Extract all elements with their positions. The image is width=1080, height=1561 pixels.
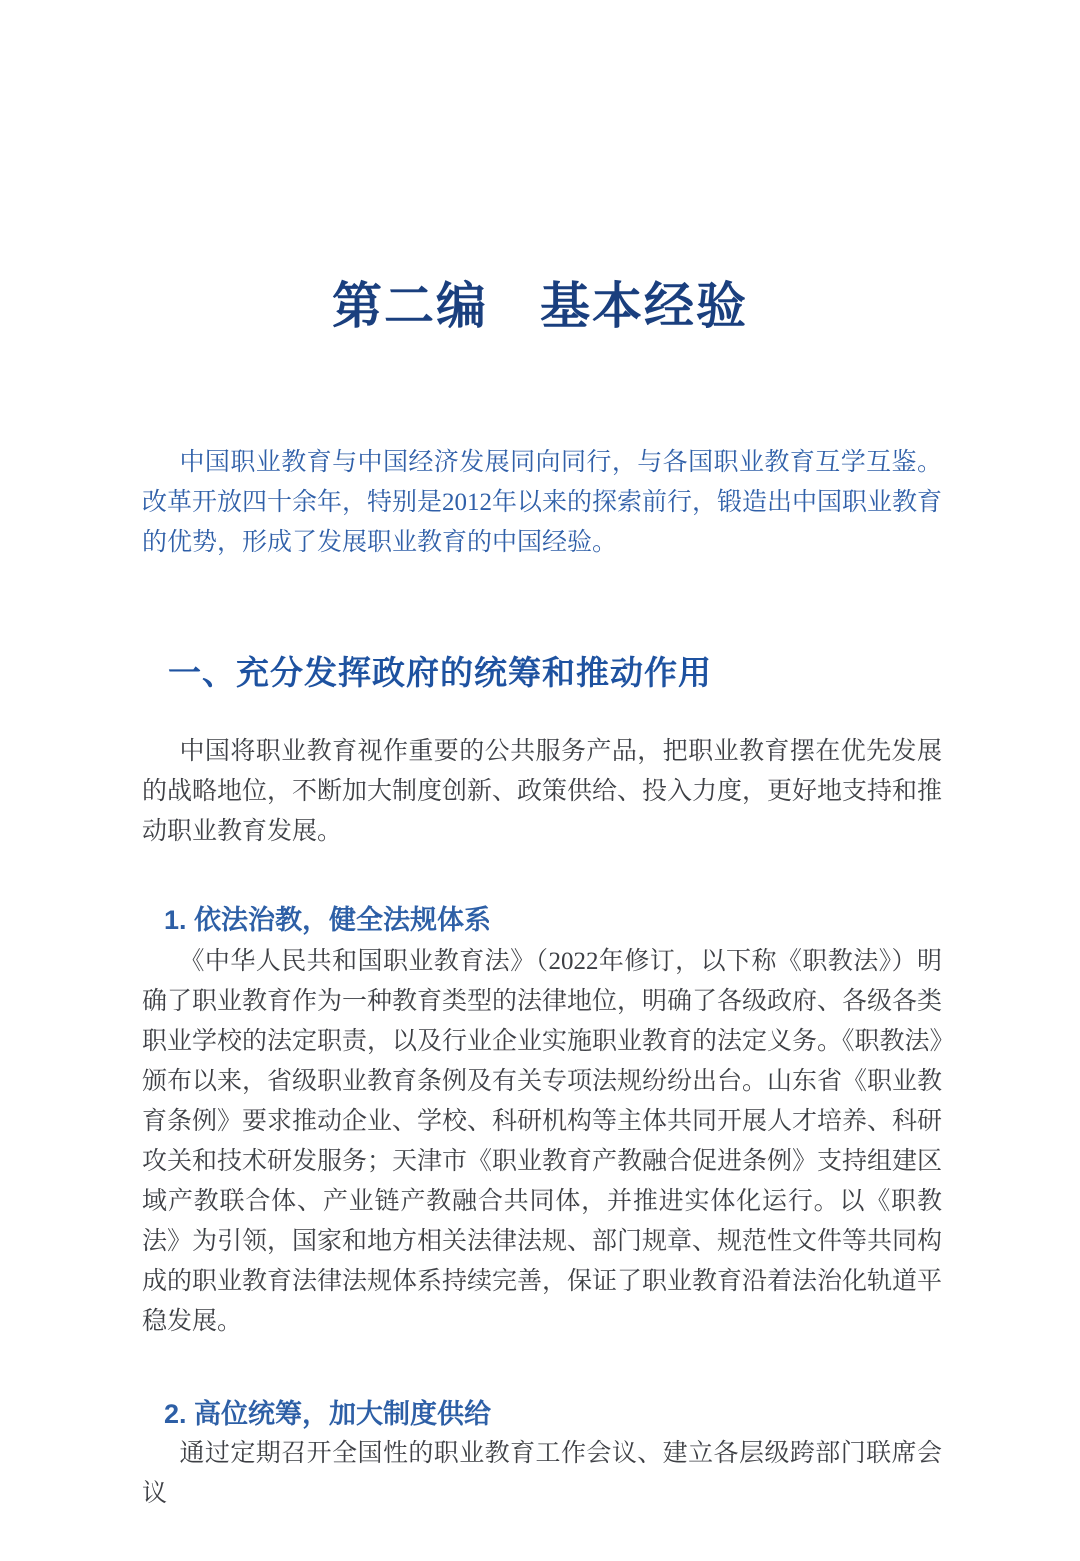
part-title: 第二编 基本经验 [332,278,748,334]
page-content [0,443,1080,1514]
subsection-2-heading: 2. 高位统筹，加大制度供给 [164,1399,492,1429]
intro-paragraph: 中国职业教育与中国经济发展同向同行，与各国职业教育互学互鉴。改革开放四十余年，特别是2012年以来的探索前行，锻造出中国职业教育的优势，形成了发展职业教育的中国经验。 [142,449,943,556]
section-heading: 一、充分发挥政府的统筹和推动作用 [168,654,712,691]
subsection-1-body: 《中华人民共和国职业教育法》（2022年修订，以下称《职教法》）明确了职业教育作为一种教育类型的法律地位，明确了各级政府、各级各类职业学校的法定职责，以及行业企业实施职业教育的法定义务。《职教法》颁布以来，省级职业教育条例及有关专项法规纷纷出台。山东省《职业教育条例》要求推动企业、学校、科研机构等主体共同开展人才培养、科研攻关和技术研发服务；天津市《职业教育产教融合促进条例》支持组建区域产教联合体、产业链产教融合共同体，并推进实体化运行。以《职教法》为引领，国家和地方相关法律法规、部门规章、规范性文件等共同构成的职业教育法律法规体系持续完善，保证了职业教育沿着法治化轨道平稳发展。 [142,948,943,1335]
subsection-1-heading: 1. 依法治教，健全法规体系 [164,905,492,935]
section-lead-paragraph: 中国将职业教育视作重要的公共服务产品，把职业教育摆在优先发展的战略地位，不断加大制度创新、政策供给、投入力度，更好地支持和推动职业教育发展。 [142,738,943,845]
subsection-2-body: 通过定期召开全国性的职业教育工作会议、建立各层级跨部门联席会议 [142,1440,942,1507]
